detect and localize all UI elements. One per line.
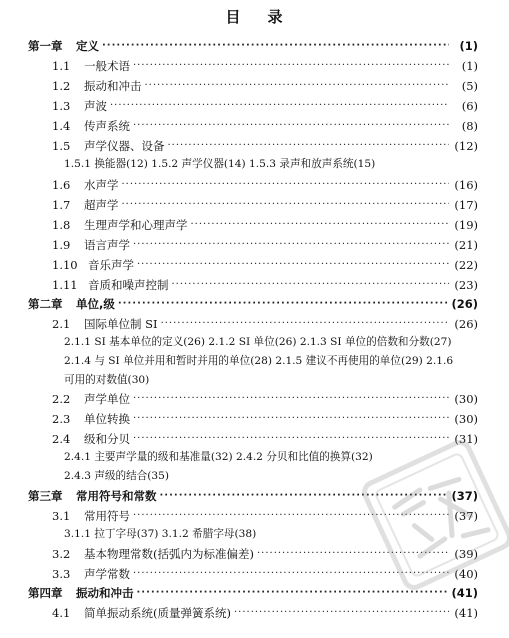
- entry-page: (26): [451, 296, 478, 311]
- entry-number: 1.9: [52, 237, 71, 252]
- entry-number: 第二章: [28, 296, 63, 311]
- entry-page: (41): [451, 585, 478, 600]
- leader-dots: [191, 219, 450, 230]
- toc-section-1-7[interactable]: [52, 195, 478, 214]
- entry-page: (6): [461, 98, 478, 113]
- leader-dots: [234, 607, 449, 618]
- entry-page: (17): [454, 197, 478, 212]
- leader-dots: [145, 80, 450, 91]
- entry-number: 3.1: [52, 508, 71, 523]
- toc-section-1-2[interactable]: [52, 76, 478, 95]
- entry-number: 1.5: [52, 138, 71, 153]
- entry-number: 第一章: [28, 38, 63, 53]
- entry-title: 振动和冲击: [84, 78, 142, 93]
- entry-number: 3.3: [52, 566, 71, 581]
- entry-page: (21): [454, 237, 478, 252]
- entry-page: (31): [454, 431, 478, 446]
- toc-section-2-3[interactable]: [52, 409, 478, 428]
- entry-title: 声学常数: [84, 566, 130, 581]
- entry-title: 传声系统: [84, 118, 130, 133]
- entry-title: 定义: [76, 38, 99, 53]
- toc-section-1-3[interactable]: [52, 96, 478, 115]
- leader-dots: [137, 259, 449, 270]
- leader-dots: [122, 179, 450, 190]
- entry-title: 语言声学: [84, 237, 130, 252]
- entry-page: (19): [454, 217, 478, 232]
- leader-dots: [133, 433, 449, 444]
- toc-section-2-1[interactable]: [52, 314, 478, 333]
- entry-title: 音质和噪声控制: [88, 277, 169, 292]
- entry-number: 第四章: [28, 585, 63, 600]
- entry-page: (41): [454, 605, 478, 620]
- toc-section-1-9[interactable]: [52, 235, 478, 254]
- subsection-list: 1.5.1 换能器(12) 1.5.2 声学仪器(14) 1.5.3 录声和放声系统(15): [64, 158, 376, 170]
- toc-section-1-4[interactable]: [52, 116, 478, 135]
- leader-dots: [122, 199, 450, 210]
- entry-title: 声学仪器、设备: [84, 138, 165, 153]
- entry-page: (40): [454, 566, 478, 581]
- entry-title: 一般术语: [84, 58, 130, 73]
- entry-number: 1.3: [52, 98, 71, 113]
- entry-page: (16): [454, 177, 478, 192]
- leader-dots: [133, 393, 449, 404]
- entry-page: (5): [461, 78, 478, 93]
- entry-title: 简单振动系统(质量弹簧系统): [84, 605, 231, 620]
- entry-page: (12): [454, 138, 478, 153]
- entry-title: 国际单位制 SI: [84, 316, 158, 331]
- toc-section-1-8[interactable]: [52, 215, 478, 234]
- leader-dots: [133, 413, 449, 424]
- entry-number: 1.1: [52, 58, 71, 73]
- title-char-1: 目: [225, 8, 242, 26]
- entry-number: 1.11: [52, 277, 78, 292]
- entry-page: (37): [454, 508, 478, 523]
- leader-dots: [118, 298, 449, 309]
- title-char-2: 录: [267, 8, 284, 26]
- entry-page: (1): [461, 58, 478, 73]
- toc-section-1-5[interactable]: [52, 136, 478, 155]
- entry-title: 振动和冲击: [76, 585, 134, 600]
- leader-dots: [133, 120, 449, 131]
- entry-number: 第三章: [28, 488, 63, 503]
- entry-title: 常用符号: [84, 508, 130, 523]
- entry-number: 2.4: [52, 431, 71, 446]
- entry-number: 3.2: [52, 546, 71, 561]
- toc-section-1-10[interactable]: [52, 255, 478, 274]
- toc-chapter-2[interactable]: [28, 294, 478, 313]
- entry-page: (37): [451, 488, 478, 503]
- leader-dots: [110, 100, 449, 111]
- toc-section-2-2[interactable]: [52, 389, 478, 408]
- entry-title: 单位转换: [84, 411, 130, 426]
- entry-page: (8): [461, 118, 478, 133]
- entry-number: 1.2: [52, 78, 71, 93]
- entry-title: 常用符号和常数: [76, 488, 157, 503]
- entry-page: (30): [454, 411, 478, 426]
- entry-page: (23): [454, 277, 478, 292]
- leader-dots: [102, 40, 449, 51]
- subsection-list: 3.1.1 拉丁字母(37) 3.1.2 希腊字母(38): [64, 528, 257, 540]
- entry-title: 音乐声学: [88, 257, 134, 272]
- entry-number: 1.8: [52, 217, 71, 232]
- entry-number: 2.2: [52, 391, 71, 406]
- entry-number: 1.10: [52, 257, 78, 272]
- entry-title: 基本物理常数(括弧内为标准偏差): [84, 546, 254, 561]
- entry-number: 2.3: [52, 411, 71, 426]
- entry-title: 声波: [84, 98, 107, 113]
- toc-section-1-6[interactable]: [52, 175, 478, 194]
- entry-page: (26): [454, 316, 478, 331]
- entry-title: 超声学: [84, 197, 119, 212]
- entry-number: 1.7: [52, 197, 71, 212]
- leader-dots: [172, 279, 450, 290]
- subsection-list: 2.1.1 SI 基本单位的定义(26) 2.1.2 SI 单位(26) 2.1.3 SI 单位的倍数和分数(27) 2.1.4 与 SI 单位并用和暂时并用的单位(28) 2.1.5 建议不再使用的单位(29) 2.1.6 可用的对数值(30): [64, 336, 454, 386]
- toc-section-1-1[interactable]: [52, 56, 478, 75]
- entry-page: (1): [459, 38, 478, 53]
- entry-number: 1.4: [52, 118, 71, 133]
- subsection-list: 2.4.3 声级的结合(35): [64, 470, 170, 482]
- toc-title: [0, 6, 509, 27]
- subsection-list: 2.4.1 主要声学量的级和基准量(32) 2.4.2 分贝和比值的换算(32): [64, 451, 373, 463]
- entry-title: 级和分贝: [84, 431, 130, 446]
- leader-dots: [133, 239, 449, 250]
- entry-title: 水声学: [84, 177, 119, 192]
- entry-number: 2.1: [52, 316, 71, 331]
- entry-number: 1.6: [52, 177, 71, 192]
- entry-title: 声学单位: [84, 391, 130, 406]
- entry-page: (30): [454, 391, 478, 406]
- entry-page: (39): [454, 546, 478, 561]
- toc-section-1-11[interactable]: [52, 275, 478, 294]
- toc-chapter-1[interactable]: [28, 36, 478, 55]
- entry-number: 4.1: [52, 605, 71, 620]
- entry-page: (22): [454, 257, 478, 272]
- entry-title: 单位,级: [76, 296, 115, 311]
- leader-dots: [161, 318, 449, 329]
- entry-title: 生理声学和心理声学: [84, 217, 188, 232]
- leader-dots: [168, 140, 450, 151]
- leader-dots: [133, 60, 449, 71]
